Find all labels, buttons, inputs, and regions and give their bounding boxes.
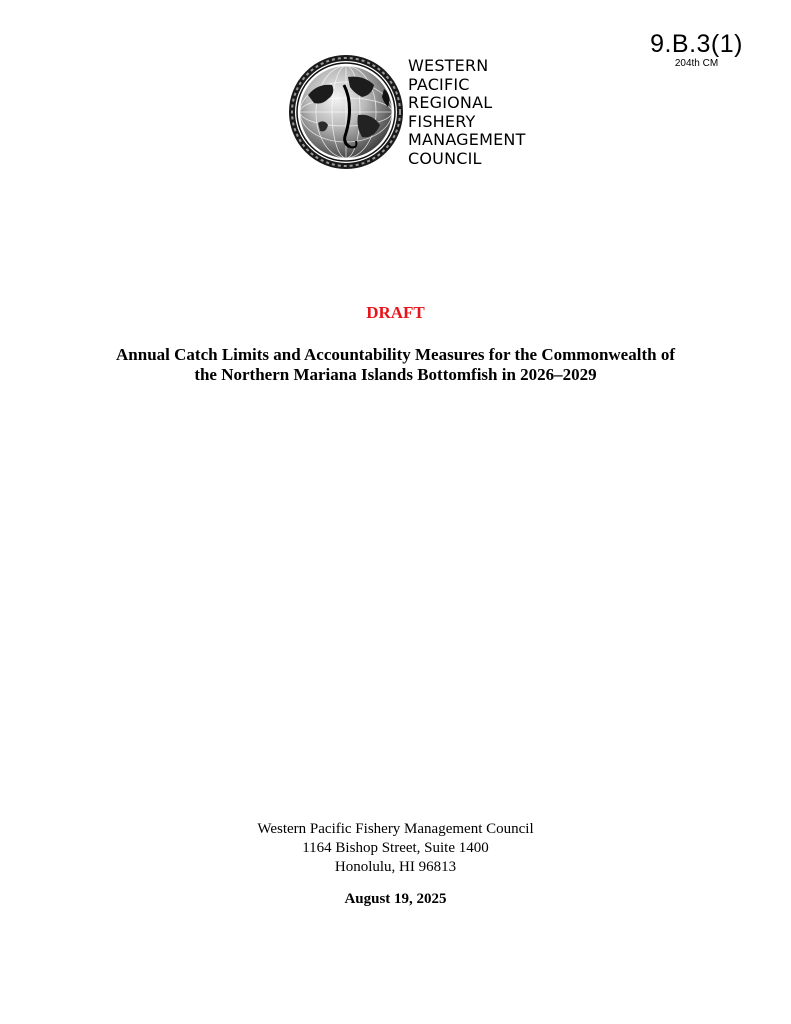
organization-name	[408, 57, 526, 169]
logo-line: PACIFIC	[408, 74, 470, 94]
address-city: Honolulu, HI 96813	[334, 859, 457, 875]
agenda-item-code: 9.B.3(1)	[650, 30, 743, 58]
meeting-number: 204th CM	[674, 58, 719, 69]
document-title	[60, 345, 731, 385]
document-code	[650, 30, 743, 69]
logo-line: MANAGEMENT	[408, 130, 526, 150]
address-name: Western Pacific Fishery Management Council	[257, 821, 534, 837]
logo-line: FISHERY	[408, 111, 476, 131]
title-line: the Northern Mariana Islands Bottomfish in 2026–2029	[194, 365, 597, 384]
title-line: Annual Catch Limits and Accountability Measures for the Commonwealth of	[116, 345, 675, 364]
council-logo	[288, 53, 538, 171]
council-address	[0, 820, 791, 877]
draft-label: DRAFT	[366, 303, 425, 322]
globe-emblem-icon	[288, 55, 404, 169]
document-date: August 19, 2025	[344, 891, 447, 907]
logo-line: WESTERN	[408, 56, 489, 75]
logo-line: COUNCIL	[408, 148, 482, 168]
address-street: 1164 Bishop Street, Suite 1400	[302, 840, 489, 856]
logo-line: REGIONAL	[408, 93, 493, 113]
